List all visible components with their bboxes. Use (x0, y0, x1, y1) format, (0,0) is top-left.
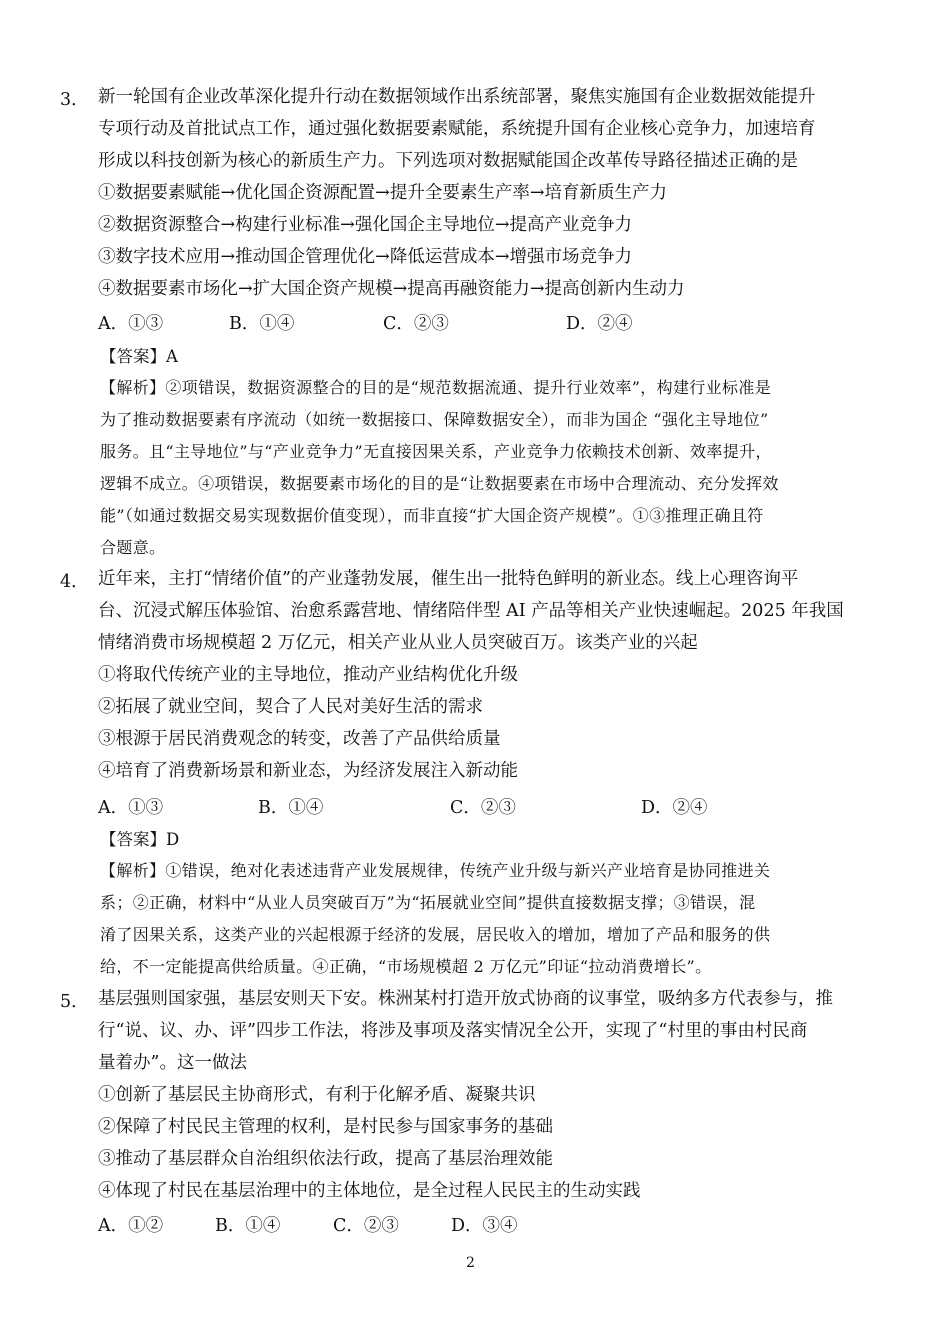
option-c: C．②③ (383, 314, 449, 334)
statement-item: ①数据要素赋能→优化国企资源配置→提升全要素生产率→培育新质生产力 (98, 183, 667, 203)
option-d: D．②④ (566, 314, 633, 334)
statement-item: ③数字技术应用→推动国企管理优化→降低运营成本→增强市场竞争力 (98, 247, 632, 267)
option-b: B．①④ (229, 314, 295, 334)
question-number: 4． (60, 572, 89, 592)
option-c: C．②③ (333, 1216, 399, 1236)
analysis-line: 能”（如通过数据交易实现数据价值变现），而非直接“扩大国企资产规模”。①③推理正确且符 (100, 506, 764, 525)
option-b: B．①④ (258, 798, 324, 818)
analysis-line: 给，不一定能提高供给质量。④正确，“市场规模超 2 万亿元”印证“拉动消费增长”。 (100, 957, 712, 976)
question-stem-line: 新一轮国有企业改革深化提升行动在数据领域作出系统部署，聚焦实施国有企业数据效能提升 (98, 87, 816, 107)
page-number: 2 (466, 1255, 475, 1271)
analysis-line: 【解析】②项错误，数据资源整合的目的是“规范数据流通、提升行业效率”，构建行业标准是 (100, 378, 772, 397)
question-stem-line: 基层强则国家强，基层安则天下安。株洲某村打造开放式协商的议事堂，吸纳多方代表参与，推 (98, 989, 833, 1009)
answer: 【答案】D (100, 830, 180, 849)
statement-item: ②拓展了就业空间，契合了人民对美好生活的需求 (98, 697, 483, 717)
analysis-line: 逻辑不成立。④项错误，数据要素市场化的目的是“让数据要素在市场中合理流动、充分发挥效 (100, 474, 779, 493)
analysis-line: 系；②正确，材料中“从业人员突破百万”为“拓展就业空间”提供直接数据支撑；③错误，混 (100, 893, 756, 912)
option-d: D．②④ (641, 798, 708, 818)
option-a: A．①② (98, 1216, 164, 1236)
statement-item: ③推动了基层群众自治组织依法行政，提高了基层治理效能 (98, 1149, 553, 1169)
question-number: 3． (60, 90, 89, 110)
question-stem-line: 量着办”。这一做法 (98, 1053, 247, 1073)
statement-item: ③根源于居民消费观念的转变，改善了产品供给质量 (98, 729, 501, 749)
question-stem-line: 形成以科技创新为核心的新质生产力。下列选项对数据赋能国企改革传导路径描述正确的是 (98, 151, 798, 171)
analysis-line: 服务。且“主导地位”与“产业竞争力”无直接因果关系，产业竞争力依赖技术创新、效率提升， (100, 442, 772, 461)
question-stem-line: 近年来，主打“情绪价值”的产业蓬勃发展，催生出一批特色鲜明的新业态。线上心理咨询平 (98, 569, 799, 589)
option-d: D．③④ (451, 1216, 518, 1236)
question-stem-line: 专项行动及首批试点工作，通过强化数据要素赋能，系统提升国有企业核心竞争力，加速培育 (98, 119, 816, 139)
statement-item: ④培育了消费新场景和新业态，为经济发展注入新动能 (98, 761, 518, 781)
statement-item: ①将取代传统产业的主导地位，推动产业结构优化升级 (98, 665, 518, 685)
question-stem-line: 情绪消费市场规模超 2 万亿元，相关产业从业人员突破百万。该类产业的兴起 (98, 633, 698, 653)
question-stem-line: 台、沉浸式解压体验馆、治愈系露营地、情绪陪伴型 AI 产品等相关产业快速崛起。2025 年我国 (98, 601, 844, 621)
analysis-line: 合题意。 (100, 538, 166, 557)
option-a: A．①③ (98, 314, 164, 334)
statement-item: ②保障了村民民主管理的权利，是村民参与国家事务的基础 (98, 1117, 553, 1137)
statement-item: ②数据资源整合→构建行业标准→强化国企主导地位→提高产业竞争力 (98, 215, 632, 235)
answer: 【答案】A (100, 347, 178, 366)
analysis-line: 淆了因果关系，这类产业的兴起根源于经济的发展，居民收入的增加，增加了产品和服务的供 (100, 925, 771, 944)
question-number: 5． (60, 992, 89, 1012)
option-b: B．①④ (215, 1216, 281, 1236)
statement-item: ①创新了基层民主协商形式，有利于化解矛盾、凝聚共识 (98, 1085, 536, 1105)
statement-item: ④体现了村民在基层治理中的主体地位，是全过程人民民主的生动实践 (98, 1181, 641, 1201)
analysis-line: 【解析】①错误，绝对化表述违背产业发展规律，传统产业升级与新兴产业培育是协同推进关 (100, 861, 771, 880)
option-c: C．②③ (450, 798, 516, 818)
question-stem-line: 行“说、议、办、评”四步工作法，将涉及事项及落实情况全公开，实现了“村里的事由村民商 (98, 1021, 808, 1041)
option-a: A．①③ (98, 798, 164, 818)
analysis-line: 为了推动数据要素有序流动（如统一数据接口、保障数据安全），而非为国企 “强化主导地位” (100, 410, 769, 429)
statement-item: ④数据要素市场化→扩大国企资产规模→提高再融资能力→提高创新内生动力 (98, 279, 685, 299)
